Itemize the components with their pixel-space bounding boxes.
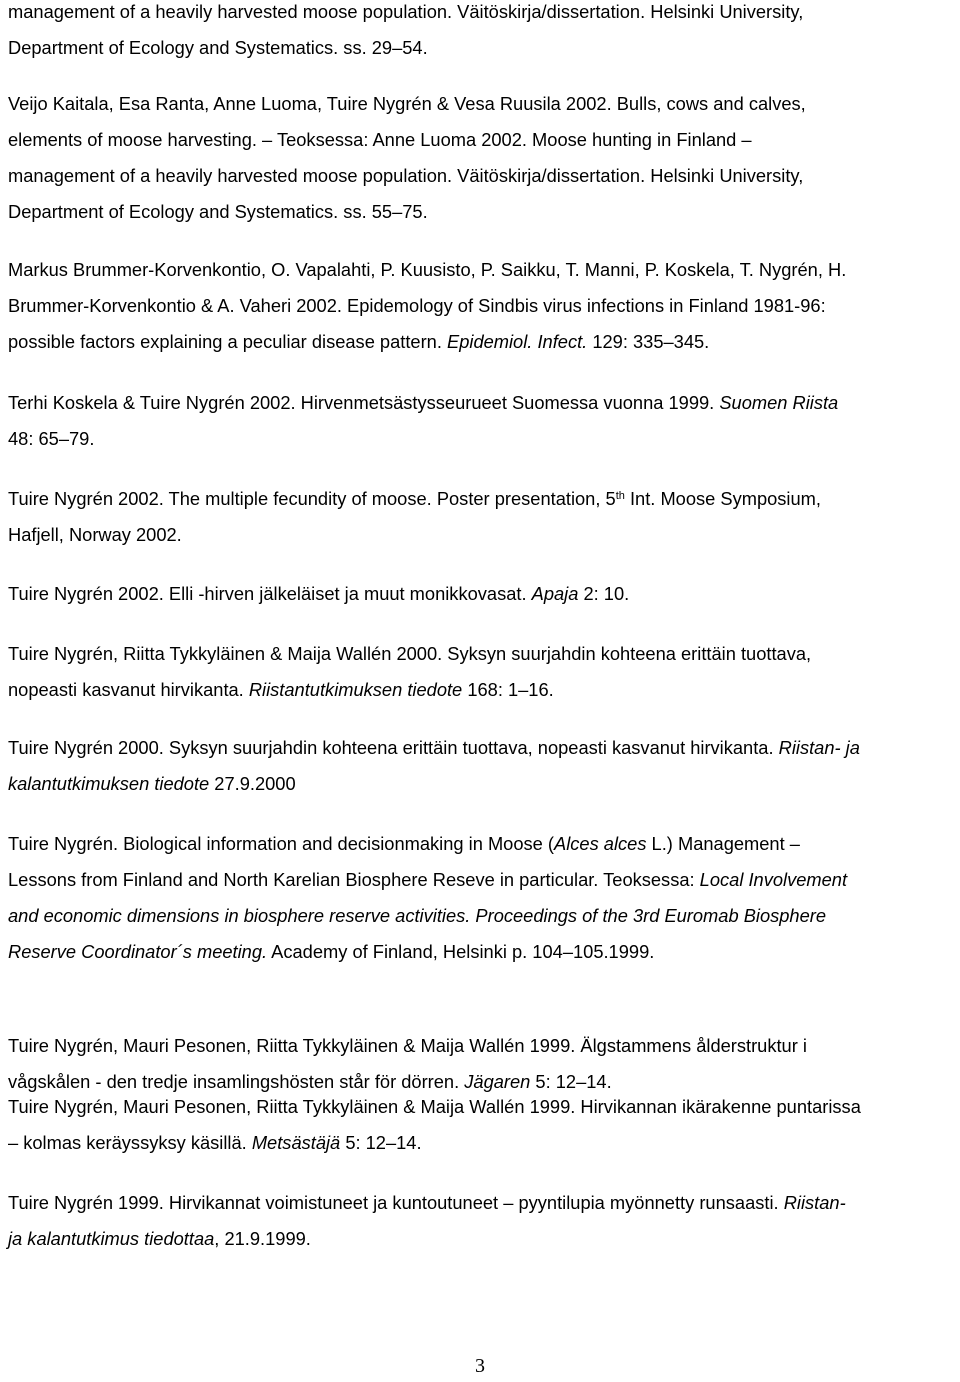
reference-line: Tuire Nygrén 2002. Elli -hirven jälkeläiset ja muut monikkovasat. Apaja 2: 10. [8, 583, 630, 604]
reference-line: Tuire Nygrén 1999. Hirvikannat voimistuneet ja kuntoutuneet – pyyntilupia myönnetty runsaasti. Riistan- [8, 1192, 846, 1213]
reference-entry [8, 576, 958, 612]
reference-line: nopeasti kasvanut hirvikanta. Riistantutkimuksen tiedote 168: 1–16. [8, 679, 554, 700]
reference-line: – kolmas keräyssyksy käsillä. Metsästäjä 5: 12–14. [8, 1132, 422, 1153]
journal-title: ja kalantutkimus tiedottaa [8, 1228, 215, 1249]
reference-entry [8, 86, 958, 230]
reference-line: Tuire Nygrén 2000. Syksyn suurjahdin kohteena erittäin tuottava, nopeasti kasvanut hirvikanta. Riistan- ja [8, 737, 860, 758]
reference-line: Department of Ecology and Systematics. ss. 29–54. [8, 37, 428, 58]
reference-line: Tuire Nygrén 2002. The multiple fecundity of moose. Poster presentation, 5th Int. Moose Symposium, [8, 488, 821, 509]
reference-line: kalantutkimuksen tiedote 27.9.2000 [8, 773, 296, 794]
reference-line: Brummer-Korvenkontio & A. Vaheri 2002. Epidemology of Sindbis virus infections in Finland 1981-96: [8, 295, 826, 316]
superscript: th [615, 490, 625, 502]
book-title: and economic dimensions in biosphere reserve activities. Proceedings of the 3rd Euromab Biosphere [8, 905, 827, 926]
reference-entry [8, 0, 958, 66]
reference-line: Tuire Nygrén, Mauri Pesonen, Riitta Tykkyläinen & Maija Wallén 1999. Hirvikannan ikärakenne puntarissa [8, 1096, 861, 1117]
journal-title: Suomen Riista [719, 392, 839, 413]
journal-title: kalantutkimuksen tiedote [8, 773, 210, 794]
reference-entry [8, 730, 958, 802]
reference-entry [8, 826, 958, 970]
journal-title: Jägaren [464, 1071, 531, 1092]
reference-line: 48: 65–79. [8, 428, 95, 449]
journal-title: Metsästäjä [251, 1132, 341, 1153]
reference-line: elements of moose harvesting. – Teoksessa: Anne Luoma 2002. Moose hunting in Finland – [8, 129, 752, 150]
journal-title: Apaja [531, 583, 579, 604]
journal-title: Riistan- ja [778, 737, 860, 758]
reference-entry [8, 481, 958, 553]
reference-line: Tuire Nygrén, Mauri Pesonen, Riitta Tykkyläinen & Maija Wallén 1999. Älgstammens ålderstruktur i [8, 1035, 807, 1056]
reference-entry [8, 1089, 958, 1161]
reference-line: Reserve Coordinator´s meeting. Academy of Finland, Helsinki p. 104–105.1999. [8, 941, 655, 962]
reference-line: Department of Ecology and Systematics. ss. 55–75. [8, 201, 428, 222]
reference-line: Hafjell, Norway 2002. [8, 524, 182, 545]
journal-title: Epidemiol. Infect. [447, 331, 588, 352]
reference-line: Terhi Koskela & Tuire Nygrén 2002. Hirvenmetsästysseurueet Suomessa vuonna 1999. Suomen Riista [8, 392, 839, 413]
reference-entry [8, 385, 958, 457]
reference-line: Markus Brummer-Korvenkontio, O. Vapalahti, P. Kuusisto, P. Saikku, T. Manni, P. Koskela, T. Nygrén, H. [8, 259, 847, 280]
reference-entry [8, 636, 958, 708]
reference-line: vågskålen - den tredje insamlingshösten står för dörren. Jägaren 5: 12–14. [8, 1071, 612, 1092]
reference-line: management of a heavily harvested moose population. Väitöskirja/dissertation. Helsinki University, [8, 1, 804, 22]
reference-entry [8, 252, 958, 360]
reference-line [8, 898, 958, 934]
reference-entry [8, 1185, 958, 1257]
reference-line: Lessons from Finland and North Karelian Biosphere Reseve in particular. Teoksessa: Local Involvement [8, 869, 848, 890]
reference-line: Tuire Nygrén, Riitta Tykkyläinen & Maija Wallén 2000. Syksyn suurjahdin kohteena erittäin tuottava, [8, 643, 812, 664]
reference-line: possible factors explaining a peculiar disease pattern. Epidemiol. Infect. 129: 335–345. [8, 331, 710, 352]
journal-title: Riistantutkimuksen tiedote [248, 679, 463, 700]
journal-title: Riistan- [783, 1192, 846, 1213]
reference-line: management of a heavily harvested moose population. Väitöskirja/dissertation. Helsinki University, [8, 165, 804, 186]
reference-line: Veijo Kaitala, Esa Ranta, Anne Luoma, Tuire Nygrén & Vesa Ruusila 2002. Bulls, cows and calves, [8, 93, 806, 114]
species-name: Alces alces [554, 833, 647, 854]
reference-line: ja kalantutkimus tiedottaa, 21.9.1999. [8, 1228, 311, 1249]
page-number: 3 [475, 1355, 485, 1377]
reference-line: Tuire Nygrén. Biological information and decisionmaking in Moose (Alces alces L.) Management – [8, 833, 800, 854]
book-title: Reserve Coordinator´s meeting. [8, 941, 268, 962]
book-title: Local Involvement [699, 869, 848, 890]
